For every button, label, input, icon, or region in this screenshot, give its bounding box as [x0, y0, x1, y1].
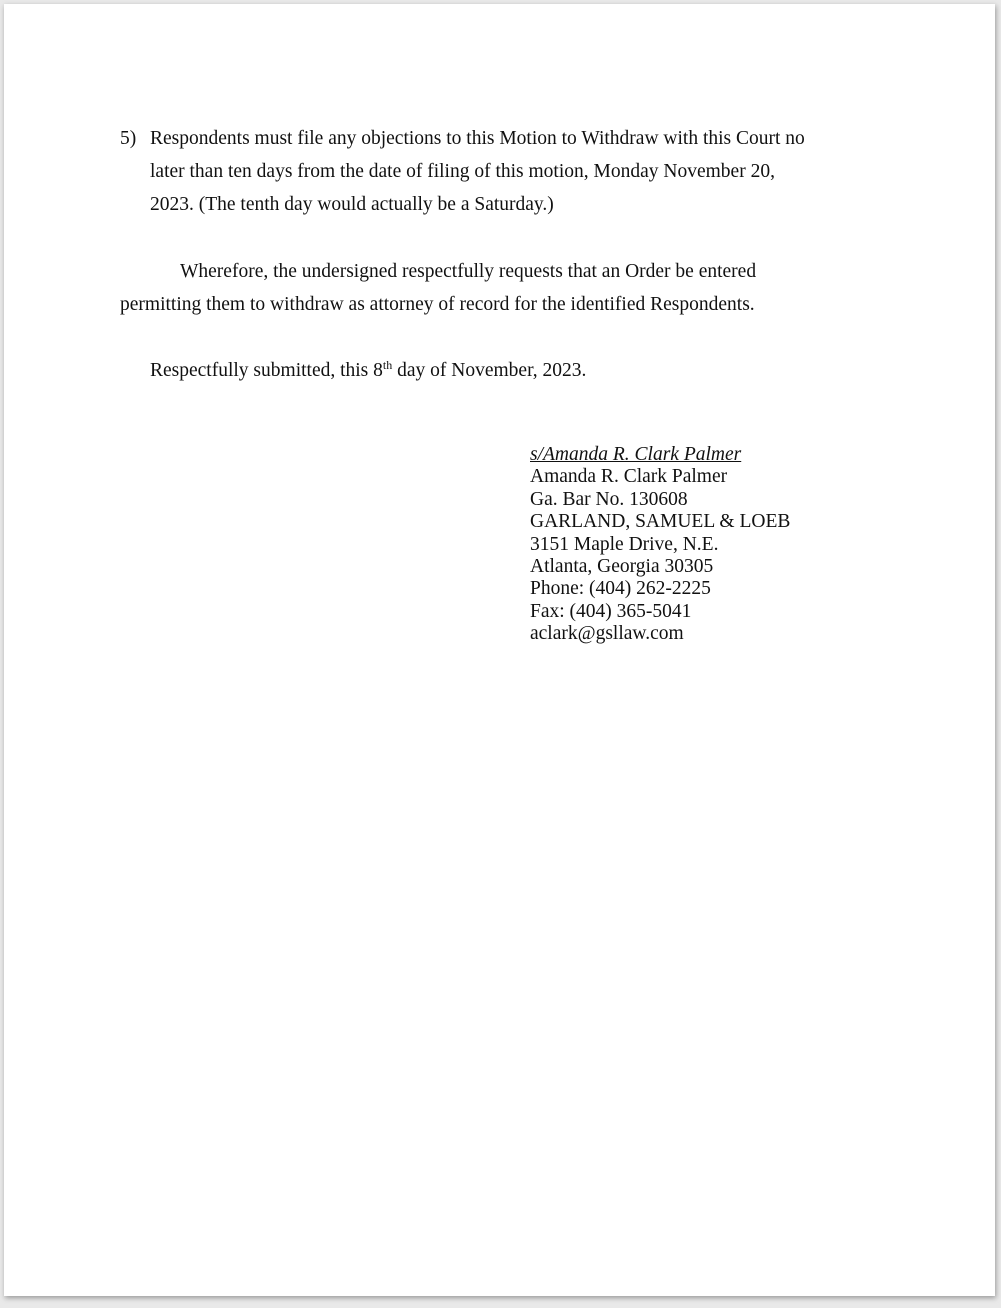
fax-number: Fax: (404) 365-5041 [530, 600, 692, 622]
street-address: 3151 Maple Drive, N.E. [530, 533, 719, 555]
city-state-zip: Atlanta, Georgia 30305 [530, 556, 714, 578]
submission-text-end: day of November, 2023. [392, 360, 587, 381]
document-page [4, 4, 995, 1296]
electronic-signature: s/Amanda R. Clark Palmer [530, 444, 742, 465]
wherefore-paragraph [120, 255, 900, 321]
attorney-name: Amanda R. Clark Palmer [530, 466, 728, 488]
submission-text-start: Respectfully submitted, this 8 [150, 360, 383, 381]
firm-name: GARLAND, SAMUEL & LOEB [530, 511, 791, 533]
list-item-number: 5) [120, 128, 137, 149]
ordinal-suffix: th [382, 358, 393, 372]
phone-number: Phone: (404) 262-2225 [530, 578, 711, 600]
paragraph-line: permitting them to withdraw as attorney of record for the identified Respondents. [120, 294, 755, 315]
paragraph-line: later than ten days from the date of filing of this motion, Monday November 20, [150, 161, 775, 182]
signature-block [530, 444, 790, 646]
bar-number: Ga. Bar No. 130608 [530, 488, 688, 510]
paragraph-line: Wherefore, the undersigned respectfully requests that an Order be entered [180, 261, 757, 282]
paragraph-line: Respondents must file any objections to this Motion to Withdraw with this Court no [150, 128, 805, 149]
submission-date-line [150, 354, 586, 387]
paragraph-line: 2023. (The tenth day would actually be a Saturday.) [150, 194, 554, 215]
list-item-paragraph [150, 122, 910, 221]
email-address: aclark@gsllaw.com [530, 623, 684, 645]
